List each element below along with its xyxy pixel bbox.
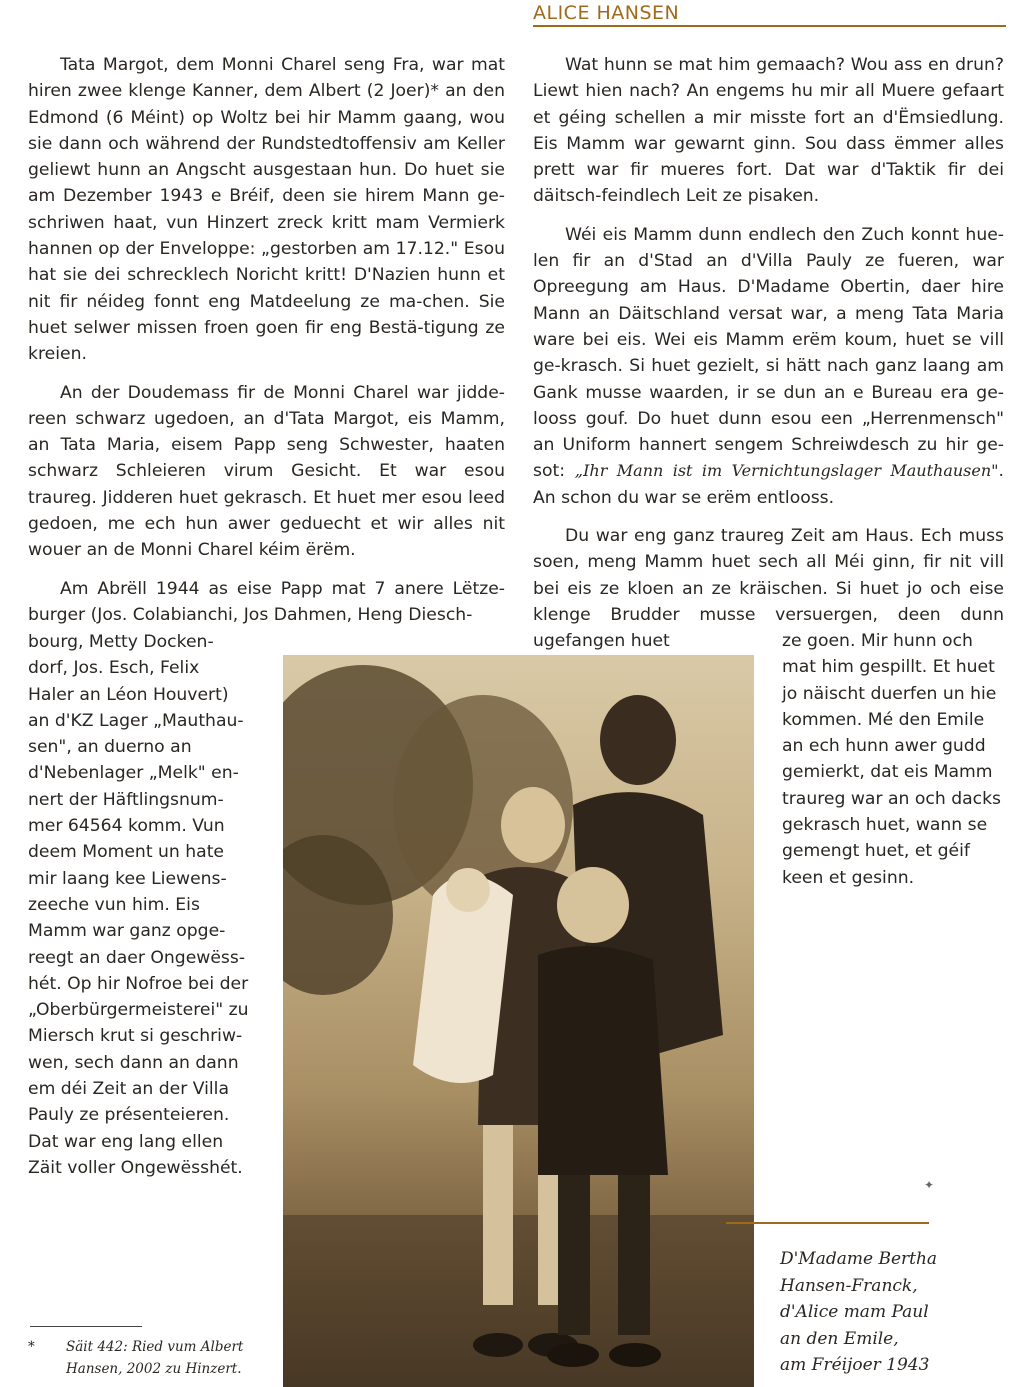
right-wrap-text	[782, 628, 1004, 891]
footnote-rule	[30, 1326, 142, 1327]
text-line: bourg, Metty Docken-	[28, 632, 214, 652]
paragraph: Wat hunn se mat him gemaach? Wou ass en drun? Liewt hien nach? An engems hu mir all Muere gefaart et géing schellen a mir misste fort an d'Ëmsiedlung. Eis Mamm war gewarnt ginn. Sou dass ëmmer alles prett war fir mueres fort. Dat war d'Taktik fir dei däitsch-feindlech Leit ze pisaken.	[533, 55, 1004, 207]
family-photo	[283, 655, 754, 1387]
caption-line: an den Emile,	[780, 1328, 899, 1349]
decorative-mark: ✦	[924, 1178, 935, 1192]
page-header: ALICE HANSEN	[533, 2, 680, 24]
paragraph: Tata Margot, dem Monni Charel seng Fra, war mat hiren zwee klenge Kanner, dem Albert (2 Joer)* an den Edmond (6 Méint) op Woltz bei hir Mamm gaang, wou sie dann och während der Rundstedtoffensiv am Keller geliewt hunn an Angscht ausgestaan hun. Do huet sie am Dezember 1943 e Bréif, deen sie hirem Mann ge-schriwen haat, vun Hinzert zreck kritt mam Vermierk hannen op der Enveloppe: „gestorben am 17.12." Esou hat sie dei schrecklech Noricht kritt! D'Nazien hunn et nit fir néideg fonnt eng Matdeelung ze ma-chen. Sie huet selwer missen froen goen fir eng Bestä-tigung ze kreien.	[28, 55, 505, 365]
text-line: Zäit voller Ongewësshét.	[28, 1157, 243, 1178]
footnote-marker: *	[28, 1339, 35, 1355]
text-line: „Oberbürgermeisterei" zu	[28, 1000, 249, 1021]
text-line: zeeche vun him. Eis	[28, 894, 200, 915]
text-line: an d'KZ Lager „Mauthau-	[28, 710, 244, 731]
text-line: keen et gesinn.	[782, 867, 915, 888]
caption-line: Hansen-Franck,	[780, 1275, 918, 1296]
text-line: Dat war eng lang ellen	[28, 1131, 224, 1152]
text-line: wen, sech dann an dann	[28, 1052, 239, 1073]
paragraph: Du war eng ganz traureg Zeit am Haus. Ech muss soen, meng Mamm huet sech all Méi ginn, fir nit vill bei eis ze kloen an ze kräischen. Si huet jo och eise klenge Brudder musse versuergen, deen dunn ugefangen huet	[533, 526, 1004, 652]
text-line: Miersch krut si geschriw-	[28, 1026, 243, 1047]
caption-rule	[726, 1222, 929, 1224]
text-line: sen", an duerno an	[28, 737, 192, 758]
text-line: mer 64564 komm. Vun	[28, 816, 225, 837]
text-line: d'Nebenlager „Melk" en-	[28, 763, 239, 784]
text-line: kommen. Mé den Emile	[782, 709, 985, 730]
text-line: gekrasch huet, wann se	[782, 815, 988, 836]
text-line: ze goen. Mir hunn och	[782, 631, 973, 651]
caption-line: D'Madame Bertha	[780, 1249, 938, 1269]
paragraph-text: . An schon du war se erëm entlooss.	[533, 461, 1004, 508]
text-line: dorf, Jos. Esch, Felix	[28, 658, 200, 679]
right-column	[533, 52, 1004, 667]
text-line: mat him gespillt. Et huet	[782, 657, 995, 678]
text-line: gemengt huet, et géif	[782, 841, 970, 862]
text-line: deem Moment un hate	[28, 842, 225, 863]
text-line: em déi Zeit an der Villa	[28, 1079, 229, 1100]
text-line: Haler an Léon Houvert)	[28, 684, 229, 705]
photo-caption	[780, 1246, 1010, 1379]
paragraph: An der Doudemass fir de Monni Charel war jidde-reen schwarz ugedoen, an d'Tata Margot, eis Mamm, an Tata Maria, eisem Papp seng Schwester, haaten schwarz Schleieren virum Gesicht. Et war esou traureg. Jidderen huet gekrasch. Et huet mer esou leed gedoen, me ech hun awer geduecht et wir alles nit wouer an de Monni Charel kéim ërëm.	[28, 382, 505, 561]
text-line: traureg war an och dacks	[782, 788, 1001, 809]
text-line: gemierkt, dat eis Mamm	[782, 762, 993, 783]
text-line: Mamm war ganz opge-	[28, 921, 226, 942]
paragraph-text: Wéi eis Mamm dunn endlech den Zuch konnt hue-len fir an d'Stad an d'Villa Pauly ze fueren, war Opreegung am Haus. D'Madame Obertin, daer hire Mann an Däitschland versat war, a meng Tata Maria ware bei eis. Wei eis Mamm erëm koum, huet se vill ge-krasch. Si huet gezielt, si hätt nach ganz laang am Gank musse waarden, ir se dun an e Bureau era ge-looss gouf. Do huet dunn esou een „Herrenmensch" an Uniform hannert sengem Schreiwdesch zu hir ge-sot:	[533, 224, 1004, 482]
paragraph: Am Abrëll 1944 as eise Papp mat 7 anere Lëtze-burger (Jos. Colabianchi, Jos Dahmen, Heng Diesch-	[28, 578, 505, 625]
text-line: nert der Häftlingsnum-	[28, 789, 224, 810]
text-line: reegt an daer Ongewëss-	[28, 947, 246, 968]
paragraph	[533, 222, 1004, 511]
header-rule	[533, 25, 1006, 27]
footnote-line: Hansen, 2002 zu Hinzert.	[66, 1361, 242, 1377]
footnote	[30, 1336, 280, 1380]
quote-text: „Ihr Mann ist im Vernichtungslager Mauthausen"	[574, 461, 999, 481]
caption-line: am Fréijoer 1943	[780, 1355, 930, 1375]
footnote-line: Säit 442: Ried vum Albert	[66, 1339, 244, 1355]
photo-illustration	[283, 655, 754, 1387]
text-line: an ech hunn awer gudd	[782, 736, 986, 757]
text-line: mir laang kee Liewens-	[28, 868, 227, 889]
text-line: jo näischt duerfen un hie	[782, 683, 997, 704]
left-column	[28, 52, 505, 640]
text-line: hét. Op hir Nofroe bei der	[28, 973, 249, 994]
left-wrap-text	[28, 629, 253, 1181]
text-line: Pauly ze présenteieren.	[28, 1105, 230, 1126]
caption-line: d'Alice mam Paul	[780, 1302, 929, 1322]
